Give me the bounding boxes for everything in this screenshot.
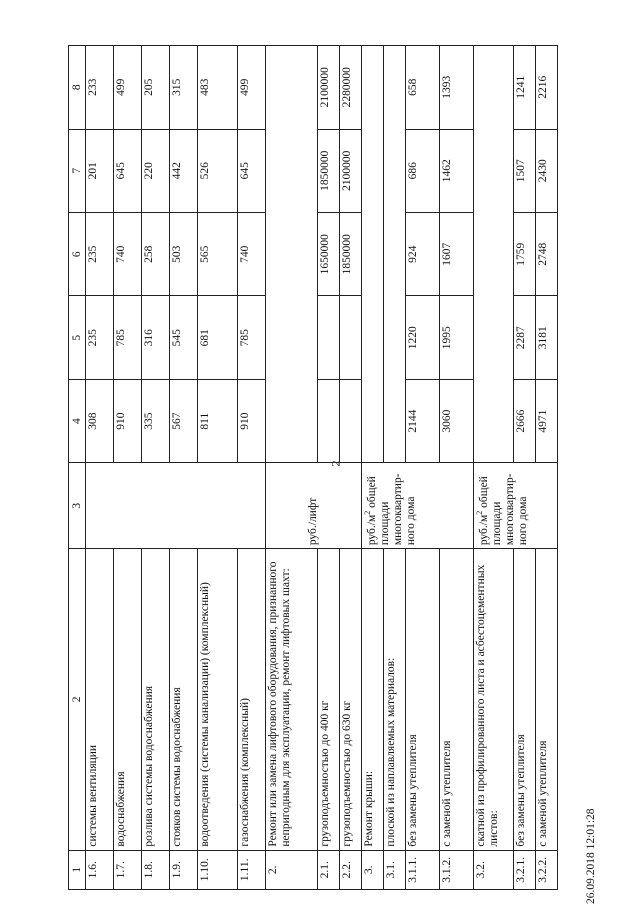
rotated-table-container [68, 45, 549, 890]
value-cell: 442 [170, 129, 198, 212]
row-name: водоотведения (системы канализации) (комплексный) [198, 549, 238, 850]
value-cell: 2666 [514, 379, 536, 462]
value-cell: 2748 [536, 212, 558, 295]
row-code: 1.9. [170, 850, 198, 889]
value-cell: 233 [86, 46, 114, 130]
value-cell: 740 [238, 212, 266, 295]
row-code: 2. [266, 850, 318, 889]
value-cell: 1850000 [318, 129, 340, 212]
value-cell: 565 [198, 212, 238, 295]
value-cell: 316 [142, 296, 170, 379]
unit-cell-empty [86, 463, 266, 549]
value-cell: 686 [406, 129, 440, 212]
value-cell: 1850000 [340, 212, 362, 295]
row-code: 1.11. [238, 850, 266, 889]
row-code: 3.2.2. [536, 850, 558, 889]
value-cell: 1393 [440, 46, 474, 130]
header-cell: 5 [69, 296, 86, 379]
row-code: 1.7. [114, 850, 142, 889]
value-cell: 1759 [514, 212, 536, 295]
value-cell: 308 [86, 379, 114, 462]
row-code: 1.8. [142, 850, 170, 889]
unit-cell-sqm-2 [474, 463, 558, 549]
value-cell: 1607 [440, 212, 474, 295]
row-name: розлива системы водоснабжения [142, 549, 170, 850]
value-cell: 4971 [536, 379, 558, 462]
empty-values [266, 46, 318, 463]
value-cell [340, 296, 362, 379]
value-cell: 545 [170, 296, 198, 379]
value-cell: 645 [238, 129, 266, 212]
row-name: Ремонт или замена лифтового оборудования, признанного непригодным для эксплуатации, ремонт лифтовых шахт: [266, 549, 318, 850]
cost-table [68, 45, 558, 890]
value-cell: 220 [142, 129, 170, 212]
unit-sqm-sup: 2 [363, 510, 372, 515]
unit-sqm-sup: 2 [475, 510, 484, 515]
header-cell: 7 [69, 129, 86, 212]
value-cell: 499 [114, 46, 142, 130]
value-cell: 658 [406, 46, 440, 130]
value-cell: 2287 [514, 296, 536, 379]
value-cell: 1462 [440, 129, 474, 212]
header-cell: 3 [69, 463, 86, 549]
unit-sqm-suffix: общей площади многоквартир-ного дома [365, 473, 418, 546]
row-code: 3. [362, 850, 384, 889]
row-name: плоской из наплавляемых материалов: [384, 549, 406, 850]
value-cell: 2216 [536, 46, 558, 130]
value-cell: 567 [170, 379, 198, 462]
row-name: Ремонт крыши: [362, 549, 384, 850]
header-cell: 6 [69, 212, 86, 295]
table-row [86, 46, 114, 890]
value-cell: 811 [198, 379, 238, 462]
row-name: грузоподъемностью до 630 кг [340, 549, 362, 850]
empty-values [384, 46, 406, 463]
print-timestamp: 26.09.2018 12:01:28 [585, 808, 597, 904]
unit-sqm-prefix: руб./м [365, 514, 378, 546]
value-cell: 2100000 [318, 46, 340, 130]
row-name: с заменой утеплителя [536, 549, 558, 850]
value-cell: 1507 [514, 129, 536, 212]
row-name: водоснабжения [114, 549, 142, 850]
table-row [474, 46, 514, 890]
page-number: 2 [328, 460, 343, 467]
value-cell: 785 [114, 296, 142, 379]
value-cell: 483 [198, 46, 238, 130]
value-cell: 503 [170, 212, 198, 295]
value-cell: 645 [114, 129, 142, 212]
unit-cell-lift [266, 460, 362, 549]
row-name: скатной из профилированного листа и асбестоцементных листов: [474, 549, 514, 850]
row-name: стояков системы водоснабжения [170, 549, 198, 850]
value-cell: 235 [86, 296, 114, 379]
value-cell: 1220 [406, 296, 440, 379]
row-code: 3.1. [384, 850, 406, 889]
value-cell: 499 [238, 46, 266, 130]
value-cell [318, 296, 340, 379]
row-code: 2.2. [340, 850, 362, 889]
header-cell: 4 [69, 379, 86, 462]
value-cell: 235 [86, 212, 114, 295]
row-name: без замены утеплителя [406, 549, 440, 850]
value-cell: 740 [114, 212, 142, 295]
unit-lift: руб./лифт [306, 497, 319, 546]
row-code: 1.6. [86, 850, 114, 889]
row-name: системы вентиляции [86, 549, 114, 850]
value-cell: 2280000 [340, 46, 362, 130]
value-cell: 2430 [536, 129, 558, 212]
value-cell: 1650000 [318, 212, 340, 295]
row-code: 1.10. [198, 850, 238, 889]
row-code: 3.2.1. [514, 850, 536, 889]
unit-sqm-suffix: общей площади многоквартир-ного дома [477, 473, 530, 546]
value-cell [318, 379, 340, 462]
row-name: без замены утеплителя [514, 549, 536, 850]
value-cell: 335 [142, 379, 170, 462]
table-row [362, 46, 384, 890]
value-cell: 1995 [440, 296, 474, 379]
header-cell: 1 [69, 850, 86, 889]
unit-sqm-prefix: руб./м [477, 514, 490, 546]
unit-cell-sqm [362, 463, 474, 549]
value-cell: 2100000 [340, 129, 362, 212]
value-cell: 3060 [440, 379, 474, 462]
row-code: 2.1. [318, 850, 340, 889]
value-cell: 910 [238, 379, 266, 462]
row-name: газоснабжения (комплексный) [238, 549, 266, 850]
value-cell: 910 [114, 379, 142, 462]
row-code: 3.1.1. [406, 850, 440, 889]
row-name: с заменой утеплителя [440, 549, 474, 850]
value-cell: 681 [198, 296, 238, 379]
value-cell: 785 [238, 296, 266, 379]
header-cell: 8 [69, 46, 86, 130]
header-cell: 2 [69, 549, 86, 850]
value-cell: 2144 [406, 379, 440, 462]
value-cell: 315 [170, 46, 198, 130]
header-row [69, 46, 86, 890]
empty-values [362, 46, 384, 463]
value-cell: 258 [142, 212, 170, 295]
value-cell [340, 379, 362, 462]
value-cell: 924 [406, 212, 440, 295]
value-cell: 205 [142, 46, 170, 130]
value-cell: 201 [86, 129, 114, 212]
empty-values [474, 46, 514, 463]
row-code: 3.1.2. [440, 850, 474, 889]
value-cell: 1241 [514, 46, 536, 130]
table-row [266, 46, 318, 890]
row-name: грузоподъемностью до 400 кг [318, 549, 340, 850]
row-code: 3.2. [474, 850, 514, 889]
value-cell: 526 [198, 129, 238, 212]
value-cell: 3181 [536, 296, 558, 379]
